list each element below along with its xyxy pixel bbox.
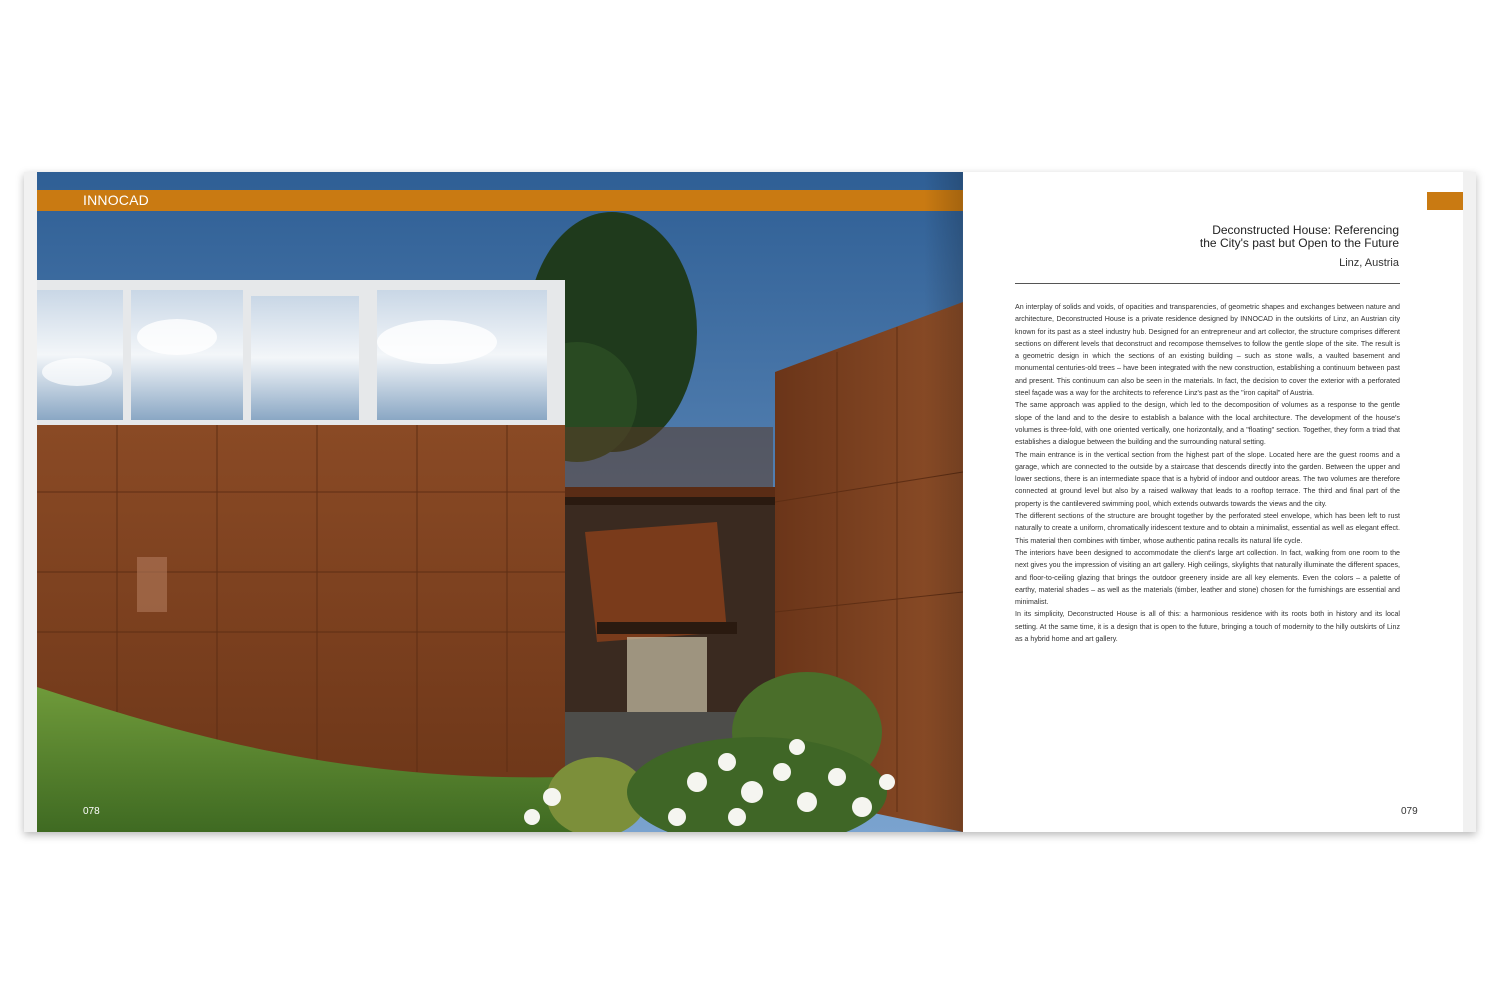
page-number-left: 078 (83, 806, 100, 817)
orange-tab (1427, 192, 1463, 210)
right-page (963, 172, 1463, 832)
article-title (1019, 224, 1399, 250)
paragraph: The interiors have been designed to accommodate the client's large art collection. In fact, walking from one room to the next gives you the impression of visiting an art gallery. High ceilings, skylights that naturally illuminate the different spaces, and floor-to-ceiling glazing that brings the outdoor greenery inside are all key elements. Even the colors – a palette of earthy, material shades – as well as the materials (timber, leather and stone) chosen for the furnishings are essential and minimalist. (1015, 548, 1400, 607)
article-body (1015, 301, 1400, 645)
title-line-1: Deconstructed House: Referencing (1212, 223, 1399, 237)
title-line-2: the City's past but Open to the Future (1199, 236, 1399, 250)
paragraph: The same approach was applied to the design, which led to the decomposition of volumes as a response to the gentle slope of the land and to the desire to establish a balance with the local architecture. The development of the house's volumes is three-fold, with one oriented vertically, one horizontally, and a "floating" section. Together, they form a triad that establishes a dialogue between the building and the surrounding natural setting. (1015, 401, 1400, 447)
house-photo (37, 172, 963, 832)
book-spread (24, 172, 1476, 832)
band-title: INNOCAD (83, 192, 149, 208)
left-page (37, 172, 963, 832)
paragraph: The different sections of the structure are brought together by the perforated steel envelope, which has been left to rust naturally to create a uniform, chromatically iridescent texture and to obtain a minimalist, essential as well as elegant effect. This material then combines with timber, whose authentic patina recalls its natural life cycle. (1015, 512, 1400, 545)
location-label: Linz, Austria (1339, 257, 1399, 269)
paragraph: The main entrance is in the vertical section from the highest part of the slope. Located here are the guest rooms and a garage, which are connected to the outside by a staircase that descends directly into the garden. Between the upper and lower sections, there is an intermediate space that is a hybrid of indoor and outdoor areas. The two volumes are therefore connected at ground level but also by a raised walkway that leads to a rooftop terrace. The third and final part of the property is the cantilevered swimming pool, which extends outwards towards the views and the city. (1015, 450, 1400, 508)
paragraph: An interplay of solids and voids, of opacities and transparencies, of geometric shapes and exchanges between nature and architecture, Deconstructed House is a private residence designed by INNOCAD in the outskirts of Linz, an Austrian city known for its past as a steel industry hub. Designed for an entrepreneur and art collector, the structure comprises different sections on different levels that deconstruct and recompose themselves to follow the gentle slope of the site. The result is a geometric design in which the sections of an existing building – such as stone walls, a vaulted basement and monumental centuries-old trees – have been integrated with the new construction, establishing a continuum between past and present. This continuum can also be seen in the materials. In fact, the decision to cover the exterior with a perforated steel façade was a way for the architects to reference Linz's past as the "iron capital" of Austria. (1015, 303, 1400, 398)
title-band (37, 190, 963, 211)
page-number-right: 079 (1401, 806, 1418, 817)
divider-rule (1015, 283, 1400, 284)
paragraph: In its simplicity, Deconstructed House is all of this: a harmonious residence with its roots both in history and its local setting. At the same time, it is a design that is open to the future, bringing a touch of modernity to the hilly outskirts of Linz as a hybrid home and art gallery. (1015, 610, 1400, 644)
